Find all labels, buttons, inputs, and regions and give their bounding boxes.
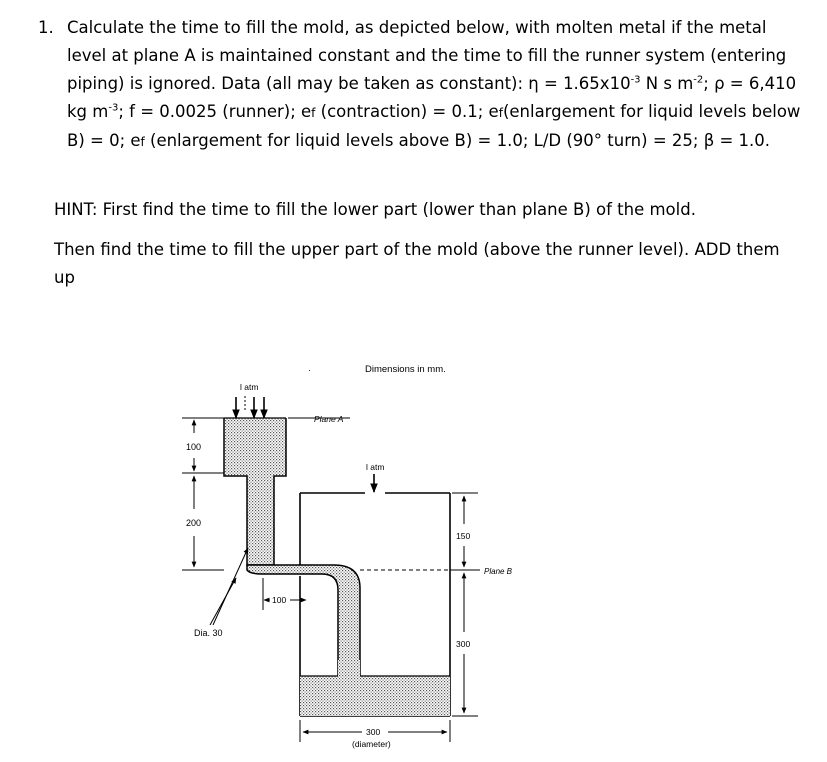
diameter-caption: (diameter) <box>352 739 391 749</box>
ef-subscript-2: f <box>498 106 503 120</box>
plane-a-label: Plane A <box>314 414 344 424</box>
problem-number: 1. <box>38 18 54 37</box>
viscosity-unit-exponent: -2 <box>693 74 704 86</box>
diameter-label: Dia. 30 <box>194 628 223 638</box>
diameter-leader <box>210 548 248 625</box>
enlargement-below-text: (enlargement for liquid levels below B) = 0; e <box>67 102 801 150</box>
dimension-150-label: 150 <box>456 531 471 541</box>
ef-subscript-3: f <box>140 135 145 149</box>
dimensions-note: Dimensions in mm. <box>365 364 446 375</box>
density-exponent: -3 <box>108 102 119 114</box>
viscosity-exponent: -3 <box>630 74 641 86</box>
viscosity-unit: N s m <box>640 74 694 93</box>
plane-b-label: Plane B <box>484 567 513 576</box>
enlargement-above-text: (enlargement for liquid levels above B) = 1.0; L/D (90° turn) = 25; β = 1.0. <box>144 131 771 150</box>
plane-a-reference <box>288 414 350 424</box>
dimension-300-bottom-label: 300 <box>366 727 381 737</box>
hint-line-2: Then find the time to fill the upper part of the mold (above the runner level). ADD them up <box>54 240 780 287</box>
ef-subscript-1: f <box>311 106 316 120</box>
sprue-cup <box>224 418 286 565</box>
density-text: ; ρ = 6,410 kg m <box>67 74 797 121</box>
dimension-200-left-label: 200 <box>186 518 202 528</box>
dimension-100-left-label: 100 <box>186 442 202 452</box>
atm-label-mold: l atm <box>366 462 385 472</box>
contraction-text: (contraction) = 0.1; e <box>315 102 499 121</box>
atm-label-top: l atm <box>240 382 259 392</box>
dimension-100-runner-label: 100 <box>272 595 287 605</box>
dimension-150-right <box>452 493 478 567</box>
runner <box>247 565 360 676</box>
atm-arrows-top <box>236 396 264 418</box>
dimension-300-right-label: 300 <box>456 639 471 649</box>
friction-text: ; f = 0.0025 (runner); e <box>118 102 312 121</box>
hint-line-1: HINT: First find the time to fill the lower part (lower than plane B) of the mold. <box>54 200 696 219</box>
problem-intro: Calculate the time to fill the mold, as depicted below, with molten metal if the metal level at plane A is maintained constant and the time to fill the runner system (entering piping) is ignored. Data (all may be taken as constant): η = 1.65x10 <box>67 18 787 93</box>
stray-dot: · <box>308 365 311 375</box>
mold-cavity <box>300 493 450 716</box>
